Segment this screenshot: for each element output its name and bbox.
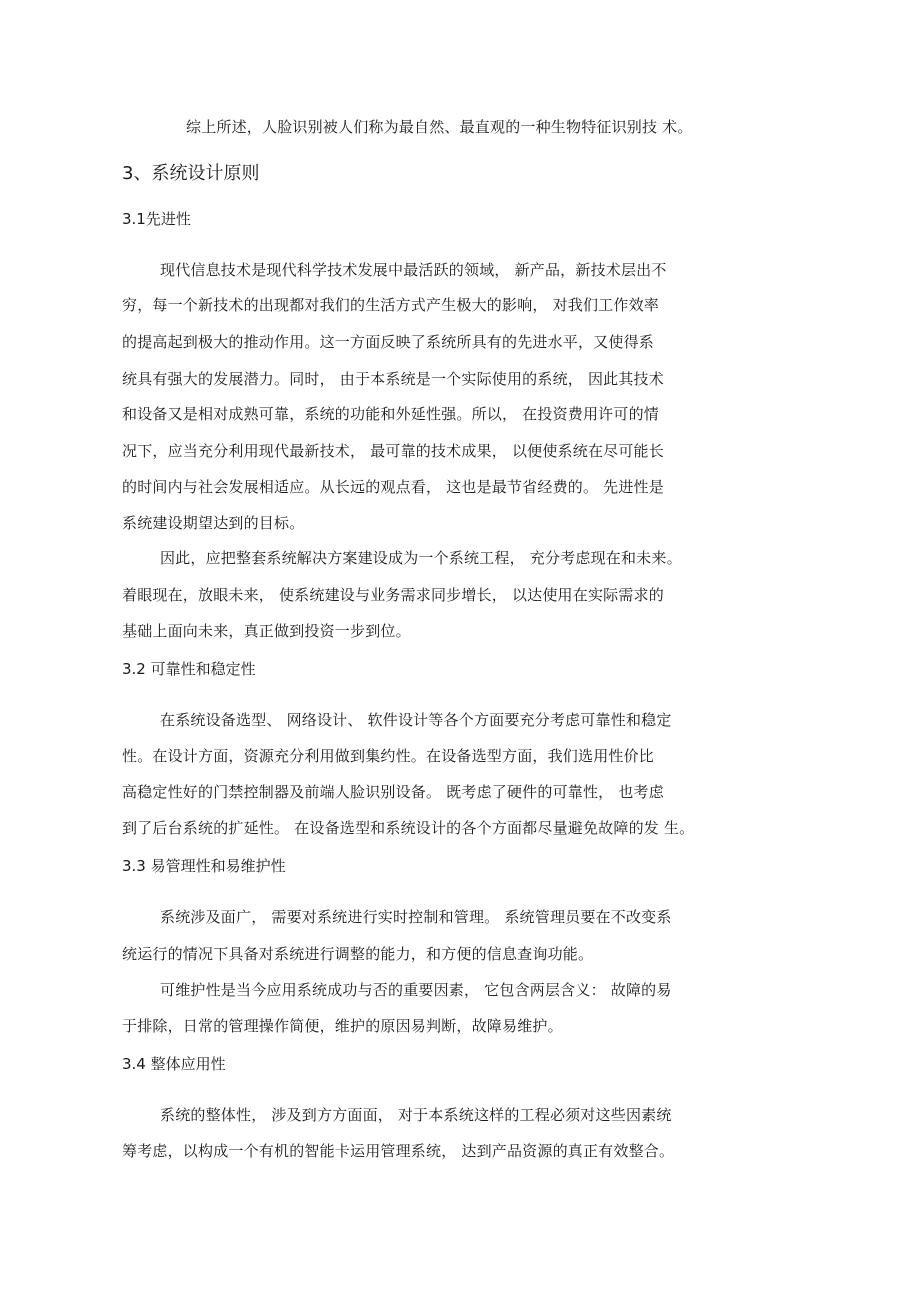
paragraph-line: 系统建设期望达到的目标。 (122, 514, 305, 532)
paragraph-line: 到了后台系统的扩延性。 在设备选型和系统设计的各个方面都尽量避免故障的发 生。 (122, 819, 695, 837)
paragraph-line: 高稳定性好的门禁控制器及前端人脸识别设备。 既考虑了硬件的可靠性， 也考虑 (122, 783, 664, 801)
paragraph-line: 筹考虑，以构成一个有机的智能卡运用管理系统， 达到产品资源的真正有效整合。 (122, 1142, 675, 1160)
paragraph-line: 系统涉及面广， 需要对系统进行实时控制和管理。 系统管理员要在不改变系 (160, 908, 672, 926)
paragraph-line: 统运行的情况下具备对系统进行调整的能力，和方便的信息查询功能。 (122, 945, 594, 963)
subsection-title-3-1: 3.1先进性 (122, 210, 191, 228)
paragraph-line: 于排除，日常的管理操作简便，维护的原因易判断，故障易维护。 (122, 1017, 563, 1035)
paragraph-line: 性。在设计方面，资源充分利用做到集约性。在设备选型方面，我们选用性价比 (122, 747, 655, 765)
paragraph-line: 的提高起到极大的推动作用。这一方面反映了系统所具有的先进水平，又使得系 (122, 333, 655, 351)
intro-paragraph: 综上所述，人脸识别被人们称为最自然、最直观的一种生物特征识别技 术。 (186, 118, 693, 136)
paragraph-line: 因此，应把整套系统解决方案建设成为一个系统工程， 充分考虑现在和未来。 (160, 549, 682, 567)
paragraph-line: 统具有强大的发展潜力。同时， 由于本系统是一个实际使用的系统， 因此其技术 (122, 370, 664, 388)
paragraph-line: 在系统设备选型、 网络设计、 软件设计等各个方面要充分考虑可靠性和稳定 (160, 711, 672, 729)
paragraph-line: 可维护性是当今应用系统成功与否的重要因素， 它包含两层含义： 故障的易 (160, 981, 672, 999)
paragraph-line: 系统的整体性， 涉及到方方面面， 对于本系统这样的工程必须对这些因素统 (160, 1106, 672, 1124)
paragraph-line: 的时间内与社会发展相适应。从长远的观点看， 这也是最节省经费的。 先进性是 (122, 478, 664, 496)
subsection-title-3-3: 3.3 易管理性和易维护性 (122, 857, 286, 875)
paragraph-line: 基础上面向未来，真正做到投资一步到位。 (122, 622, 411, 640)
subsection-title-3-2: 3.2 可靠性和稳定性 (122, 660, 256, 678)
subsection-title-3-4: 3.4 整体应用性 (122, 1055, 226, 1073)
paragraph-line: 穷，每一个新技术的出现都对我们的生活方式产生极大的影响， 对我们工作效率 (122, 296, 659, 314)
section-heading: 3、系统设计原则 (122, 163, 260, 184)
paragraph-line: 现代信息技术是现代科学技术发展中最活跃的领域， 新产品，新技术层出不 (160, 261, 667, 279)
paragraph-line: 和设备又是相对成熟可靠，系统的功能和外延性强。所以， 在投资费用许可的情 (122, 405, 659, 423)
paragraph-line: 着眼现在，放眼未来， 使系统建设与业务需求同步增长， 以达使用在实际需求的 (122, 586, 664, 604)
paragraph-line: 况下，应当充分利用现代最新技术， 最可靠的技术成果， 以便使系统在尽可能长 (122, 442, 664, 460)
